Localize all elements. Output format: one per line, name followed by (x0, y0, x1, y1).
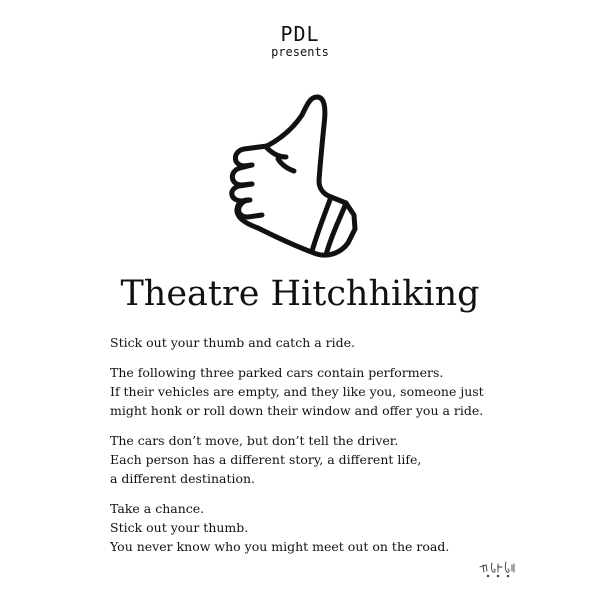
paragraph (110, 363, 550, 420)
body-text (110, 333, 550, 567)
paragraph (110, 499, 550, 556)
text-line: If their vehicles are empty, and they like you, someone just (110, 384, 484, 399)
brand-name: PDL (280, 22, 320, 46)
thumbs-up-hand-icon (222, 93, 362, 263)
presents-label: presents (271, 45, 329, 59)
text-line: Stick out your thumb and catch a ride. (110, 335, 355, 350)
text-line: might honk or roll down their window and offer you a ride. (110, 403, 484, 418)
text-line: You never know who you might meet out on the road. (110, 539, 450, 554)
text-line: The cars don’t move, but don’t tell the driver. (110, 433, 399, 448)
text-line: Each person has a different story, a different life, (110, 452, 422, 467)
paragraph (110, 333, 550, 352)
text-line: The following three parked cars contain performers. (110, 365, 444, 380)
page-title: Theatre Hitchhiking (120, 274, 480, 314)
signature-mark-icon (478, 559, 520, 579)
text-line: a different destination. (110, 471, 256, 486)
text-line: Stick out your thumb. (110, 520, 249, 535)
text-line: Take a chance. (110, 501, 205, 516)
paragraph (110, 431, 550, 488)
